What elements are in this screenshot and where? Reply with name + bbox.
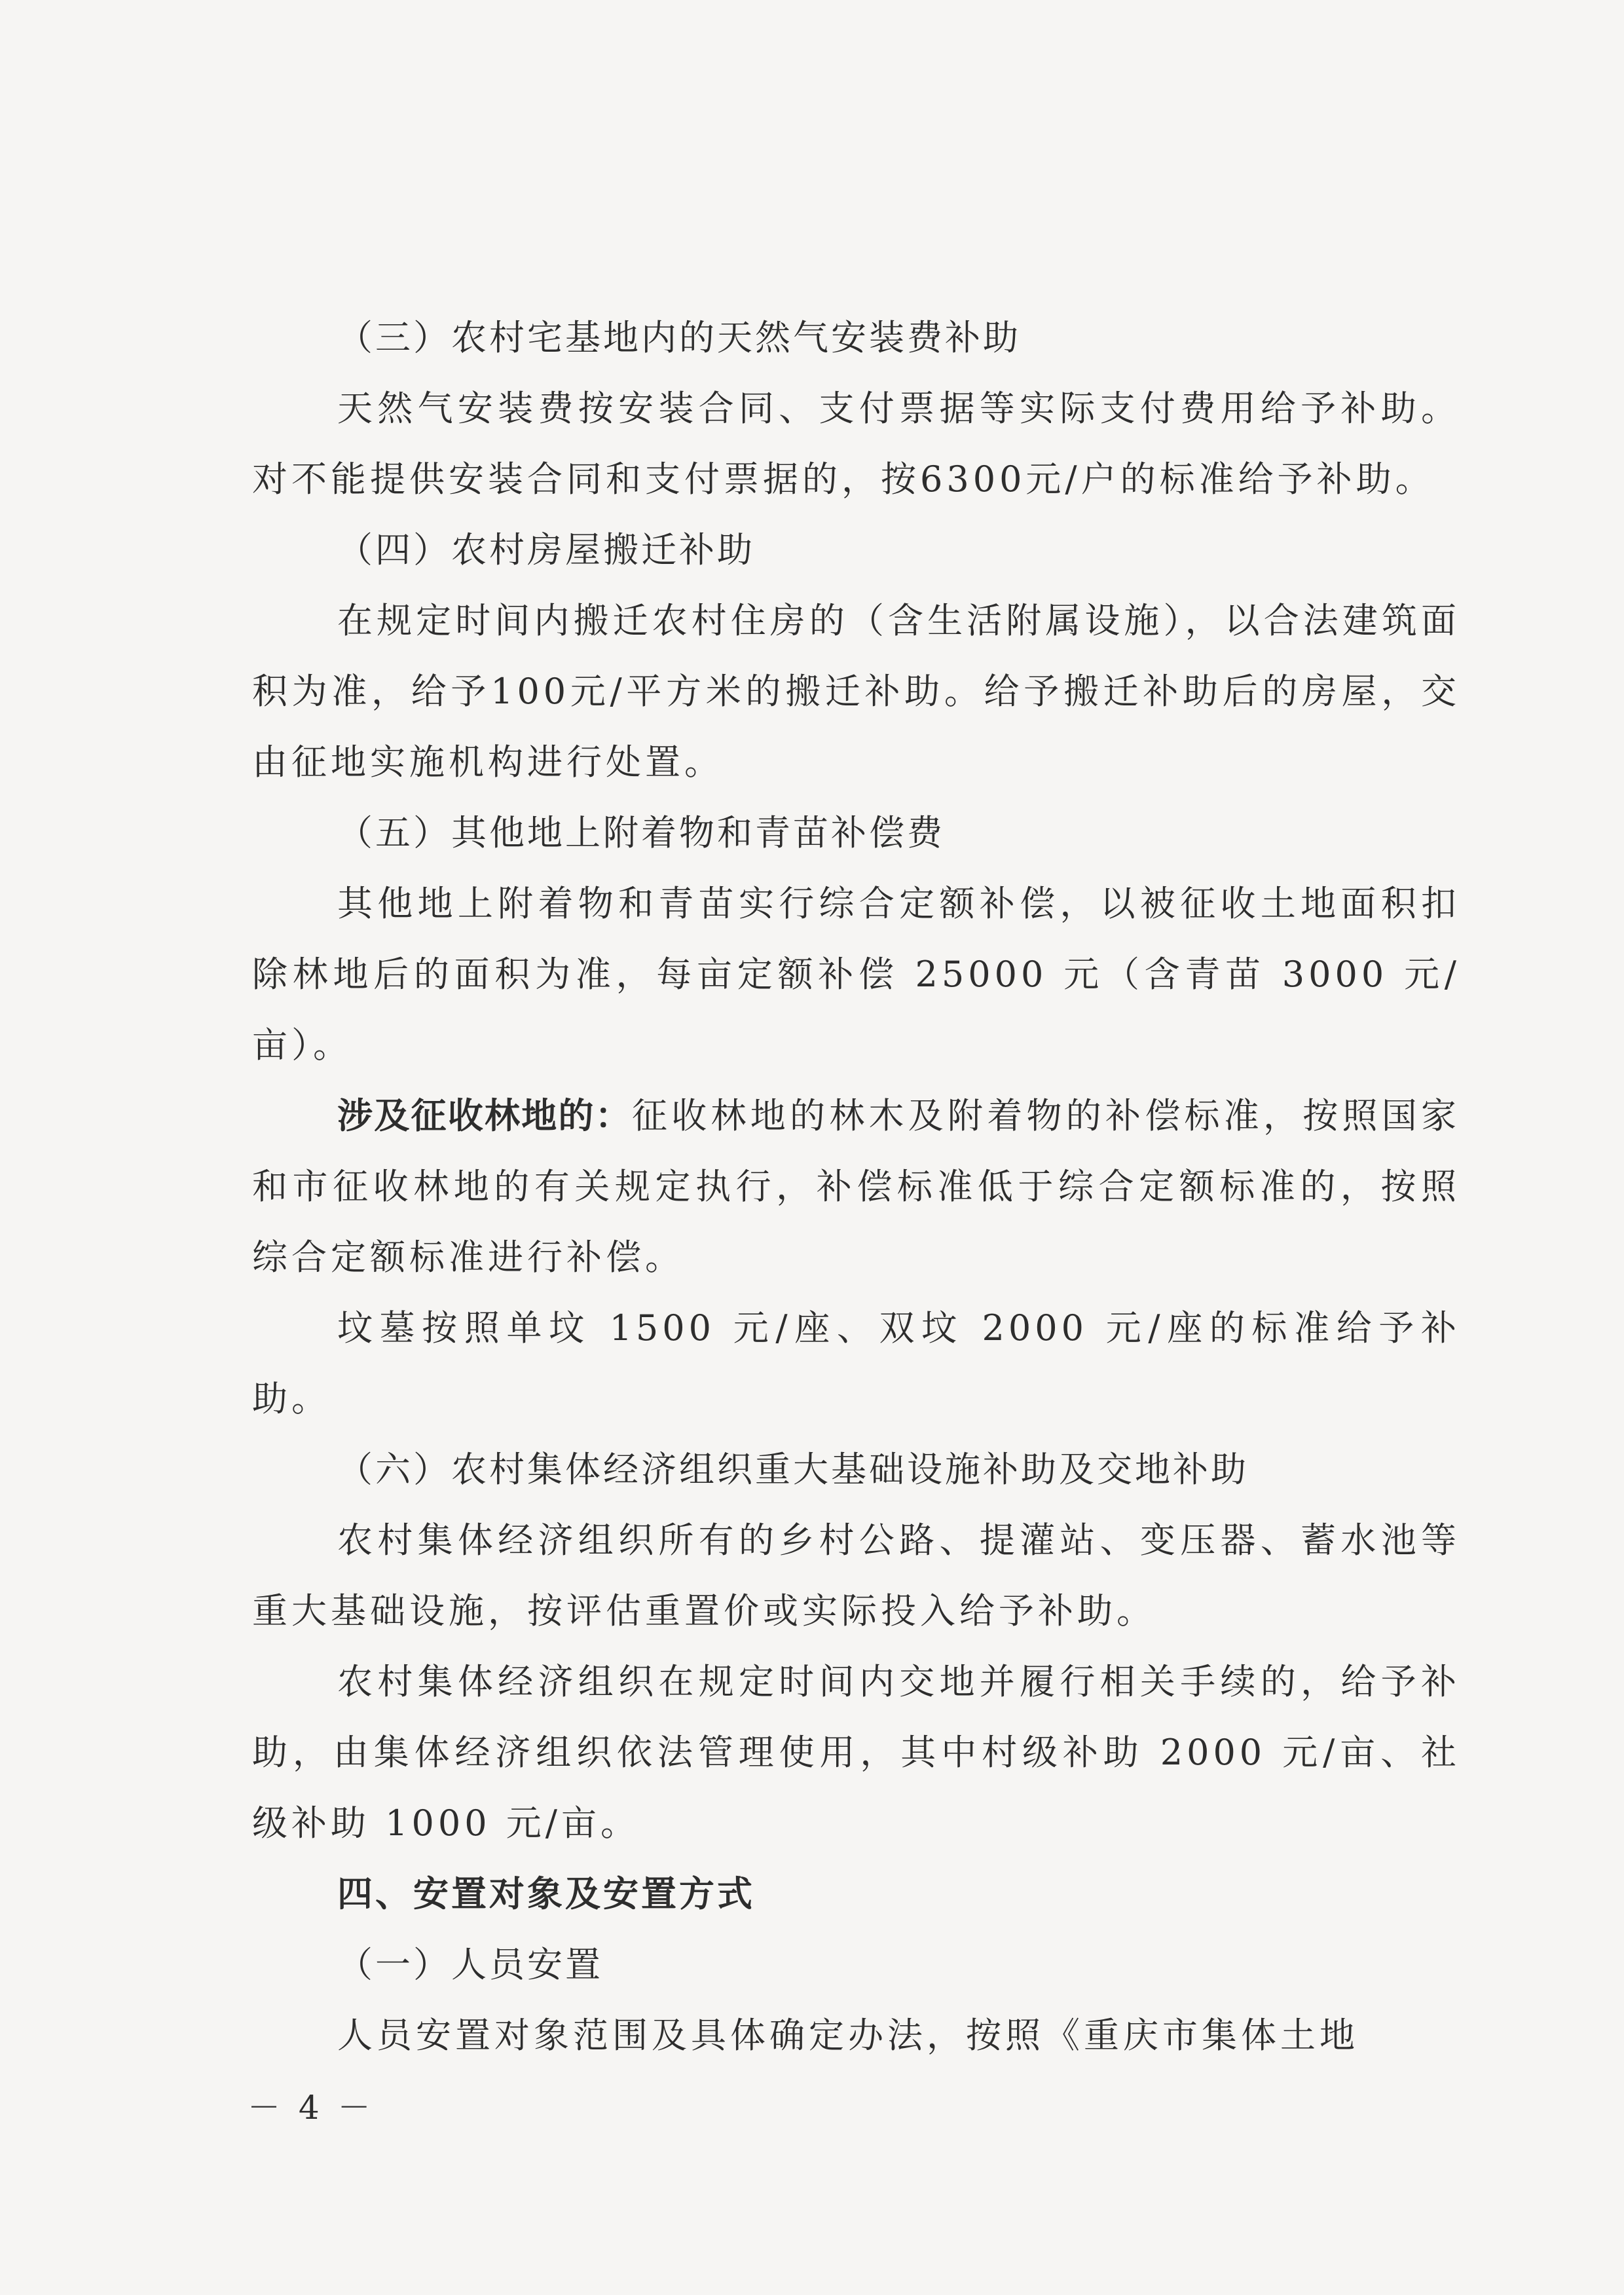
- paragraph-forest-land: [252, 1081, 1460, 1293]
- page-number: － 4 －: [248, 2089, 375, 2127]
- paragraph: 在规定时间内搬迁农村住房的（含生活附属设施），以合法建筑面积为准，给予100元/平方米的搬迁补助。给予搬迁补助后的房屋，交由征地实施机构进行处置。: [252, 600, 1460, 783]
- paragraph: 坟墓按照单坟 1500 元/座、双坟 2000 元/座的标准给予补助。: [252, 1307, 1460, 1419]
- document-body: [252, 303, 1460, 2071]
- section-heading-3: （三）农村宅基地内的天然气安装费补助: [337, 317, 1021, 358]
- paragraph: 农村集体经济组织在规定时间内交地并履行相关手续的，给予补助，由集体经济组织依法管理使用，其中村级补助 2000 元/亩、社级补助 1000 元/亩。: [252, 1661, 1460, 1844]
- paragraph: 人员安置对象范围及具体确定办法，按照《重庆市集体土地: [337, 2015, 1359, 2056]
- paragraph: 天然气安装费按安装合同、支付票据等实际支付费用给予补助。对不能提供安装合同和支付票据的，按6300元/户的标准给予补助。: [252, 388, 1460, 500]
- subsection-heading-1: （一）人员安置: [337, 1944, 603, 1985]
- paragraph: 其他地上附着物和青苗实行综合定额补偿，以被征收土地面积扣除林地后的面积为准，每亩定额补偿 25000 元（含青苗 3000 元/亩）。: [252, 883, 1460, 1066]
- section-heading-6: （六）农村集体经济组织重大基础设施补助及交地补助: [337, 1449, 1249, 1490]
- paragraph: 农村集体经济组织所有的乡村公路、提灌站、变压器、蓄水池等重大基础设施，按评估重置价或实际投入给予补助。: [252, 1520, 1460, 1632]
- section-heading-5: （五）其他地上附着物和青苗补偿费: [337, 812, 945, 853]
- bold-lead-text: 涉及征收林地的：: [337, 1095, 632, 1136]
- paragraph-text: 征收林地的林木及附着物的补偿标准，按照国家和市征收林地的有关规定执行，补偿标准低于综合定额标准的，按照综合定额标准进行补偿。: [252, 1095, 1460, 1278]
- section-heading-4: （四）农村房屋搬迁补助: [337, 529, 755, 570]
- part-heading-4: 四、安置对象及安置方式: [337, 1873, 755, 1914]
